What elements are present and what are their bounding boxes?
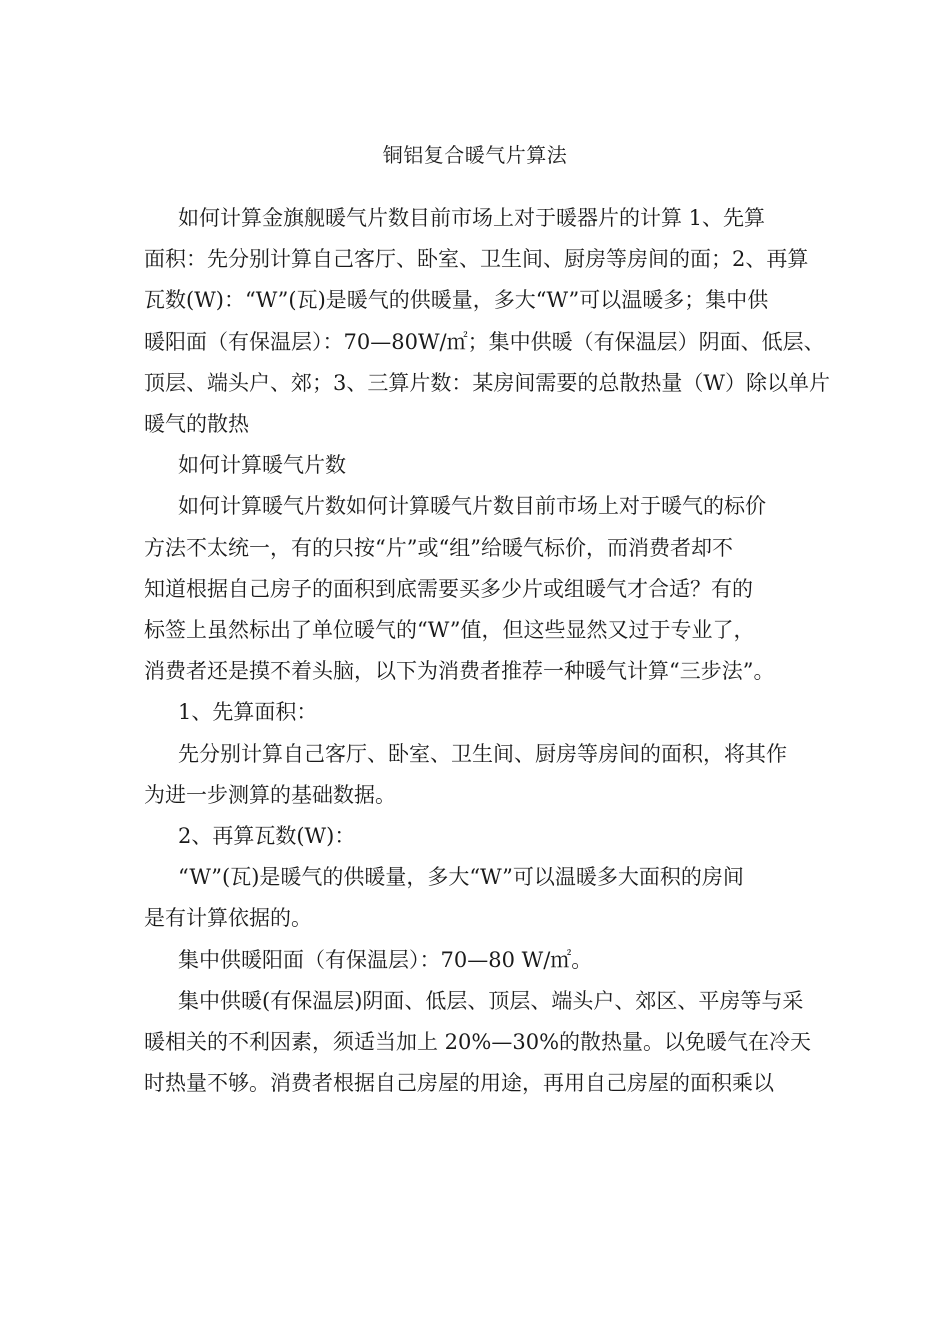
text-line: 时热量不够。消费者根据自己房屋的用途，再用自己房屋的面积乘以 bbox=[144, 1071, 774, 1096]
text-line: “W”(瓦)是暖气的供暖量，多大“W”可以温暖多大面积的房间 bbox=[178, 865, 744, 890]
text-line: 消费者还是摸不着头脑，以下为消费者推荐一种暖气计算“三步法”。 bbox=[144, 659, 775, 684]
text-line: 方法不太统一，有的只按“片”或“组”给暖气标价，而消费者却不 bbox=[144, 535, 733, 560]
text-line: 2、再算瓦数(W)： bbox=[178, 824, 356, 849]
paragraph-sunny-side bbox=[144, 940, 824, 981]
text-line: 为进一步测算的基础数据。 bbox=[144, 782, 396, 807]
text-line: 如何计算暖气片数如何计算暖气片数目前市场上对于暖气的标价 bbox=[178, 494, 766, 519]
text-line: 如何计算暖气片数 bbox=[178, 453, 346, 478]
paragraph-intro bbox=[144, 198, 830, 445]
paragraph-step-1 bbox=[144, 734, 824, 816]
text-line: 知道根据自己房子的面积到底需要买多少片或组暖气才合适？有的 bbox=[144, 576, 753, 601]
paragraph-step-2 bbox=[144, 857, 824, 939]
text-line: 标签上虽然标出了单位暖气的“W”值，但这些显然又过于专业了， bbox=[144, 618, 755, 643]
text-line: 暖阳面（有保温层）：70—80W/㎡；集中供暖（有保温层）阴面、低层、 bbox=[144, 329, 825, 354]
text-line: 集中供暖阳面（有保温层）：70—80 W/㎡。 bbox=[178, 947, 593, 972]
text-line: 先分别计算自己客厅、卧室、卫生间、厨房等房间的面积，将其作 bbox=[178, 741, 787, 766]
text-line: 暖气的散热 bbox=[144, 412, 249, 437]
text-line: 1、先算面积： bbox=[178, 700, 318, 725]
text-line: 暖相关的不利因素，须适当加上 20%—30%的散热量。以免暖气在冷天 bbox=[144, 1030, 812, 1055]
document-title: 铜铝复合暖气片算法 bbox=[382, 143, 568, 167]
document-body bbox=[144, 198, 830, 1104]
text-line: 集中供暖(有保温层)阴面、低层、顶层、端头户、郊区、平房等与采 bbox=[178, 988, 804, 1013]
text-line: 顶层、端头户、郊；3、三算片数：某房间需要的总散热量（W）除以单片 bbox=[144, 370, 830, 395]
text-line: 瓦数(W)：“W”(瓦)是暖气的供暖量，多大“W”可以温暖多；集中供 bbox=[144, 288, 769, 313]
step-heading bbox=[144, 692, 824, 733]
paragraph-overview bbox=[144, 486, 824, 692]
text-line: 是有计算依据的。 bbox=[144, 906, 312, 931]
paragraph-adjustments bbox=[144, 981, 824, 1105]
step-heading bbox=[144, 816, 824, 857]
text-line: 如何计算金旗舰暖气片数目前市场上对于暖器片的计算 1、先算 bbox=[178, 206, 766, 230]
section-heading bbox=[144, 445, 824, 486]
text-line: 面积：先分别计算自己客厅、卧室、卫生间、厨房等房间的面；2、再算 bbox=[144, 247, 809, 272]
